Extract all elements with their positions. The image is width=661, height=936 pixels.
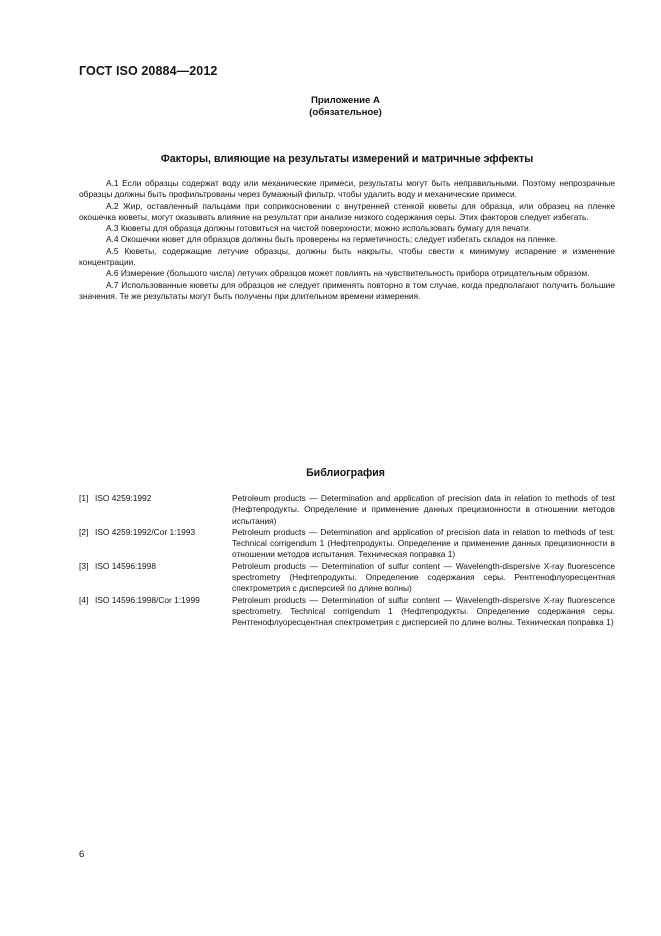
- paragraph-a3: А.3 Кюветы для образца должны готовиться на чистой поверхности; можно использовать бумагу для печати.: [106, 223, 532, 234]
- document-id-header: ГОСТ ISO 20884—2012: [79, 64, 218, 78]
- bibliography-entry: [79, 595, 615, 629]
- annex-title: Приложение А: [311, 95, 380, 106]
- entry-description: Petroleum products — Determination of sulfur content — Wavelength-dispersive X-ray fluorescence spectrometry (Нефтепродукты. Определение содержания серы. Рентгенофлуоресцентная спектрометрия с дисперсией по длине волны): [232, 560, 615, 594]
- entry-description: Petroleum products — Determination and application of precision data in relation to methods of test (Нефтепродукты. Определение и применение данных прецизионности в отношении методов испытания): [232, 493, 615, 526]
- bibliography-entry: [79, 561, 615, 595]
- entry-number: [1]: [79, 493, 89, 503]
- section-title: Факторы, влияющие на результаты измерений и матричные эффекты: [160, 153, 534, 165]
- page-number: 6: [79, 849, 85, 860]
- entry-number: [4]: [79, 594, 89, 605]
- paragraph-a2: А.2 Жир, оставленный пальцами при соприкосновении с внутренней стенкой кюветы для образца, или образец на пленке окошечка кюветы, могут оказывать влияние на результат при анализе низкого содержания серы. Этих факторов следует избегать.: [79, 200, 615, 222]
- annex-heading: [0, 95, 661, 119]
- bibliography-entry: [79, 493, 615, 527]
- entry-reference: ISO 4259:1992/Cor 1:1993: [95, 526, 196, 537]
- annex-status: (обязательное): [309, 107, 382, 118]
- bibliography-entry: [79, 527, 615, 561]
- bibliography-title: [0, 467, 661, 479]
- entry-number: [2]: [79, 526, 89, 537]
- paragraph-a5: А.5 Кюветы, содержащие летучие образцы, должны быть накрыты, чтобы свести к минимуму испарение и изменение концентрации.: [79, 245, 615, 268]
- paragraph-a6: А.6 Измерение (большого числа) летучих образцов может повлиять на чувствительность прибора отрицательным образом.: [106, 268, 590, 279]
- bibliography-title-text: Библиография: [306, 467, 385, 479]
- entry-description: Petroleum products — Determination and application of precision data in relation to methods of test. Technical corrigendum 1 (Нефтепродукты. Определение и применение данных прецизионности в отношении методов испытания. Техническая поправка 1): [232, 526, 615, 560]
- annex-body: [79, 178, 615, 302]
- paragraph-a4: А.4 Окошечки кювет для образцов должны быть проверены на герметичность; следует избегать складок на пленке.: [106, 234, 558, 245]
- entry-reference: ISO 14596:1998/Cor 1:1999: [95, 594, 200, 605]
- paragraph-a1: А.1 Если образцы содержат воду или механические примеси, результаты могут быть неправильными. Поэтому непрозрачные образцы должны быть профильтрованы через бумажный фильтр, чтобы удалить воду и механические примеси.: [79, 178, 615, 200]
- bibliography-list: [79, 493, 615, 629]
- paragraph-a7: А.7 Использованные кюветы для образцов не следует применять повторно в том случае, когда предполагают получить большие значения. Те же результаты могут быть получены при длительном времени измерения.: [79, 279, 615, 301]
- entry-reference: ISO 4259:1992: [95, 493, 152, 503]
- entry-description: Petroleum products — Determination of sulfur content — Wavelength-dispersive X-ray fluorescence spectrometry. Technical corrigendum 1 (Нефтепродукты. Определение содержания серы. Рентгенофлуоресцентная спектрометрия с дисперсией по длине волны. Техническая поправка 1): [232, 594, 615, 628]
- entry-reference: ISO 14596:1998: [95, 560, 157, 571]
- entry-number: [3]: [79, 560, 89, 571]
